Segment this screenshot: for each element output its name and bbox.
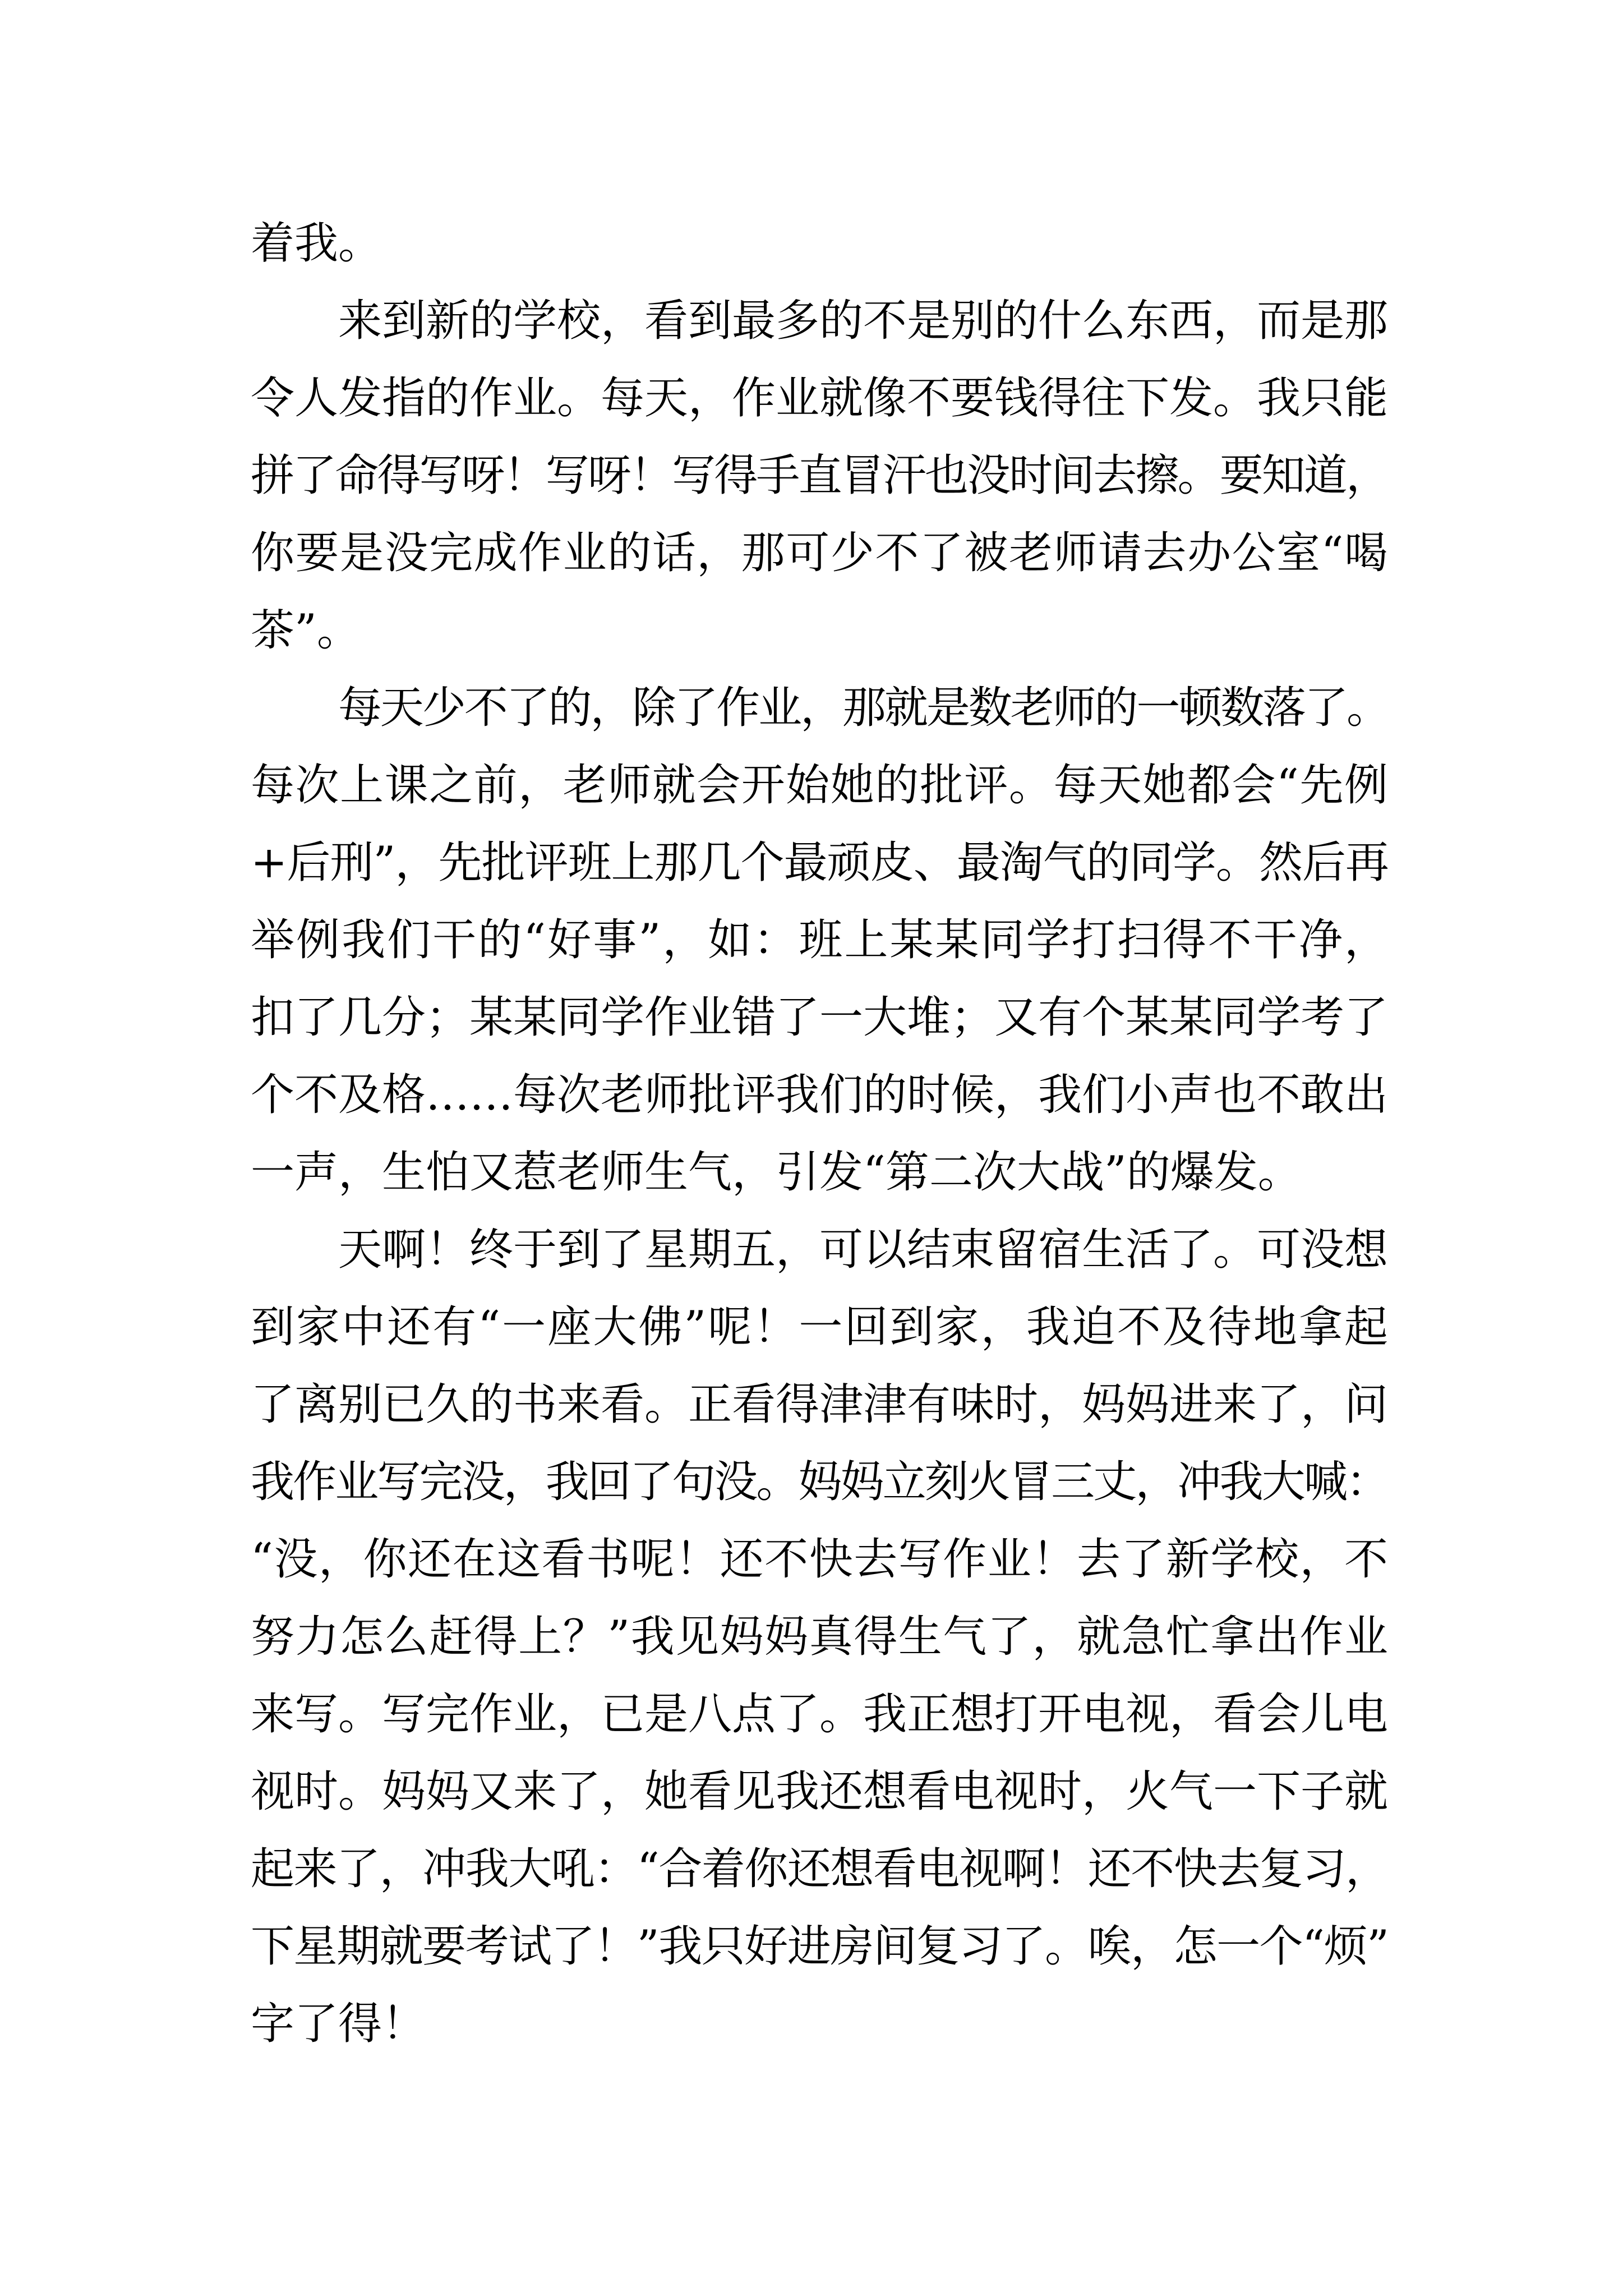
paragraph-new-school [251,282,1388,669]
text-line: 个不及格……每次老师批评我们的时候，我们小声也不敢出 [251,1070,1389,1120]
text-line: 举例我们干的“好事”，如：班上某某同学打扫得不干净， [251,915,1388,965]
text-line: 下星期就要考试了！”我只好进房间复习了。唉，怎一个“烦” [251,1921,1388,1972]
text-line: 每天少不了的，除了作业，那就是数老师的一顿数落了。 [338,683,1388,733]
text-line: 来到新的学校，看到最多的不是别的什么东西，而是那 [338,296,1389,346]
text-line: +后刑”，先批评班上那几个最顽皮、最淘气的同学。然后再 [251,838,1388,888]
text-line: 来写。写完作业，已是八点了。我正想打开电视，看会儿电 [251,1689,1389,1740]
text-line: 着我。 [251,218,382,269]
paragraph-continued [251,205,1388,282]
document-page [251,205,1388,2063]
text-line: 字了得！ [251,1999,426,2049]
text-line: 一声，生怕又惹老师生气，引发“第二次大战”的爆发。 [251,1147,1302,1198]
paragraph-friday [251,1211,1388,2063]
text-line: 令人发指的作业。每天，作业就像不要钱得往下发。我只能 [251,373,1389,424]
text-line: “没，你还在这看书呢！还不快去写作业！去了新学校，不 [251,1534,1388,1585]
text-line: 我作业写完没，我回了句没。妈妈立刻火冒三丈，冲我大喊： [251,1457,1388,1507]
text-line: 扣了几分；某某同学作业错了一大堆；又有个某某同学考了 [251,992,1389,1043]
paragraph-teacher [251,669,1388,1211]
text-line: 每次上课之前，老师就会开始她的批评。每天她都会“先例 [251,760,1388,811]
text-line: 了离别已久的书来看。正看得津津有味时，妈妈进来了，问 [251,1379,1389,1430]
text-line: 到家中还有“一座大佛”呢！一回到家，我迫不及待地拿起 [251,1302,1388,1352]
text-line: 你要是没完成作业的话，那可少不了被老师请去办公室“喝 [251,528,1388,578]
text-line: 天啊！终于到了星期五，可以结束留宿生活了。可没想 [338,1225,1389,1275]
text-line: 视时。妈妈又来了，她看见我还想看电视时，火气一下子就 [251,1766,1389,1817]
text-line: 起来了，冲我大吼：“合着你还想看电视啊！还不快去复习， [251,1844,1388,1894]
text-line: 努力怎么赶得上？”我见妈妈真得生气了，就急忙拿出作业 [251,1612,1388,1662]
text-line: 茶”。 [251,605,361,656]
text-line: 拼了命得写呀！写呀！写得手直冒汗也没时间去擦。要知道， [251,450,1388,501]
